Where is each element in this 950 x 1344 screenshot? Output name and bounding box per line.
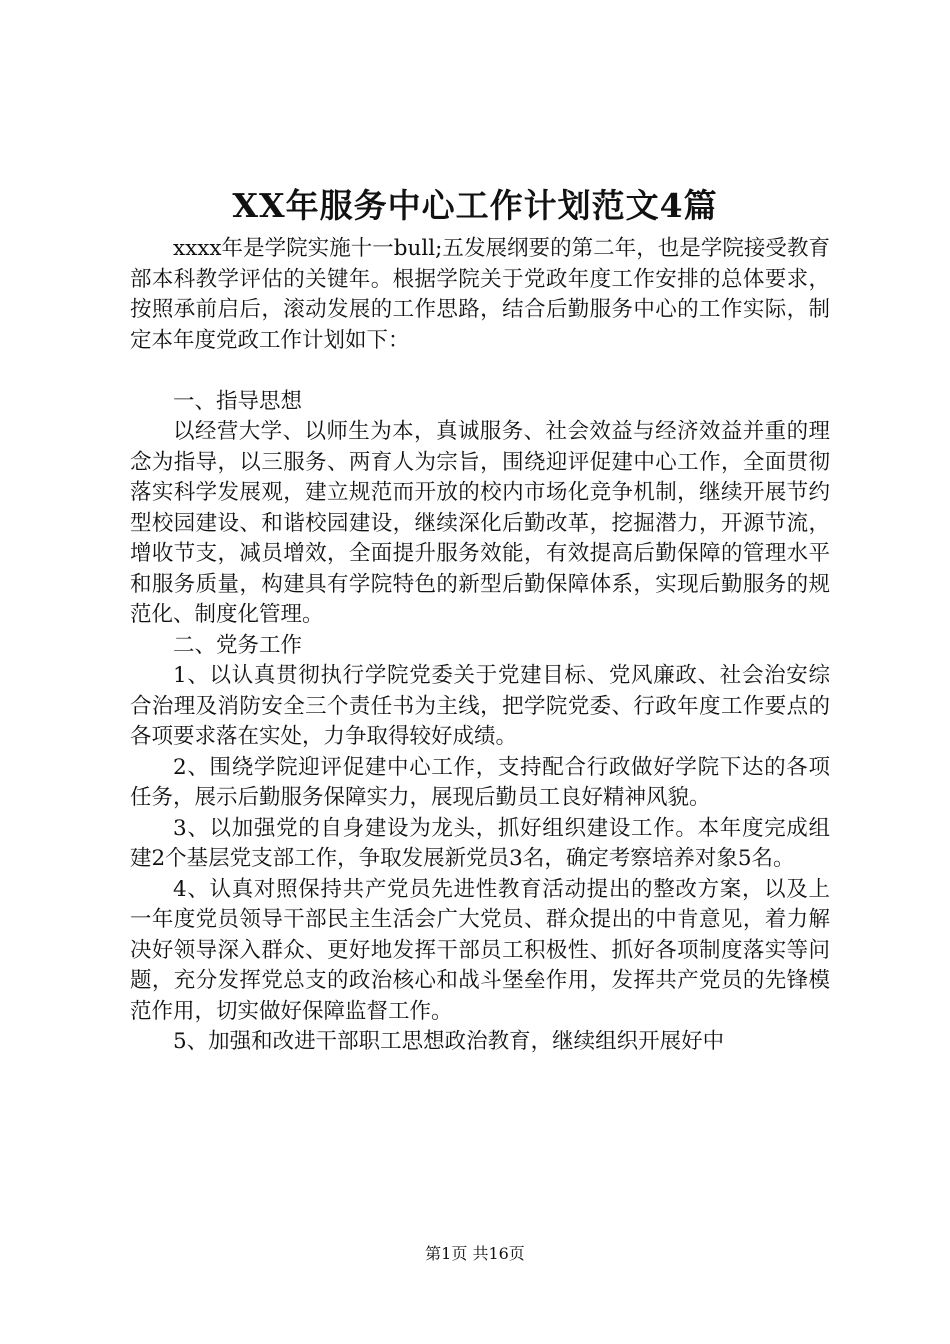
- party-work-item-4: 4、认真对照保持共产党员先进性教育活动提出的整改方案，以及上一年度党员领导干部民主生活会广大党员、群众提出的中肯意见，着力解决好领导深入群众、更好地发挥干部员工积极性、抓好各项制度落实等问题，充分发挥党总支的政治核心和战斗堡垒作用，发挥共产党员的先锋模范作用，切实做好保障监督工作。: [130, 876, 830, 1024]
- section-heading-guiding-thought: 一、指导思想: [173, 388, 303, 414]
- section-heading-party-work: 二、党务工作: [173, 632, 303, 658]
- document-title: XX年服务中心工作计划范文4篇: [232, 186, 718, 225]
- paragraph-spacer: [130, 356, 830, 387]
- guiding-thought-paragraph: 以经营大学、以师生为本，真诚服务、社会效益与经济效益并重的理念为指导，以三服务、两育人为宗旨，围绕迎评促建中心工作，全面贯彻落实科学发展观，建立规范而开放的校内市场化竞争机制，继续开展节约型校园建设、和谐校园建设，继续深化后勤改革，挖掘潜力，开源节流，增收节支，减员增效，全面提升服务效能，有效提高后勤保障的管理水平和服务质量，构建具有学院特色的新型后勤保障体系，实现后勤服务的规范化、制度化管理。: [130, 419, 830, 627]
- party-work-item-3: 3、以加强党的自身建设为龙头，抓好组织建设工作。本年度完成组建2个基层党支部工作，争取发展新党员3名，确定考察培养对象5名。: [130, 815, 830, 871]
- party-work-item-1: 1、以认真贯彻执行学院党委关于党建目标、党风廉政、社会治安综合治理及消防安全三个责任书为主线，把学院党委、行政年度工作要点的各项要求落在实处，力争取得较好成绩。: [130, 663, 830, 749]
- party-work-item-2: 2、围绕学院迎评促建中心工作，支持配合行政做好学院下达的各项任务，展示后勤服务保障实力，展现后勤员工良好精神风貌。: [130, 754, 830, 810]
- document-body: [130, 234, 830, 1058]
- party-work-item-5: 5、加强和改进干部职工思想政治教育，继续组织开展好中: [173, 1029, 725, 1054]
- intro-paragraph: xxxx年是学院实施十一bull;五发展纲要的第二年，也是学院接受教育部本科教学评估的关键年。根据学院关于党政年度工作安排的总体要求，按照承前启后，滚动发展的工作思路，结合后勤服务中心的工作实际，制定本年度党政工作计划如下：: [130, 236, 830, 353]
- page-number-footer: 第1页 共16页: [425, 1244, 525, 1263]
